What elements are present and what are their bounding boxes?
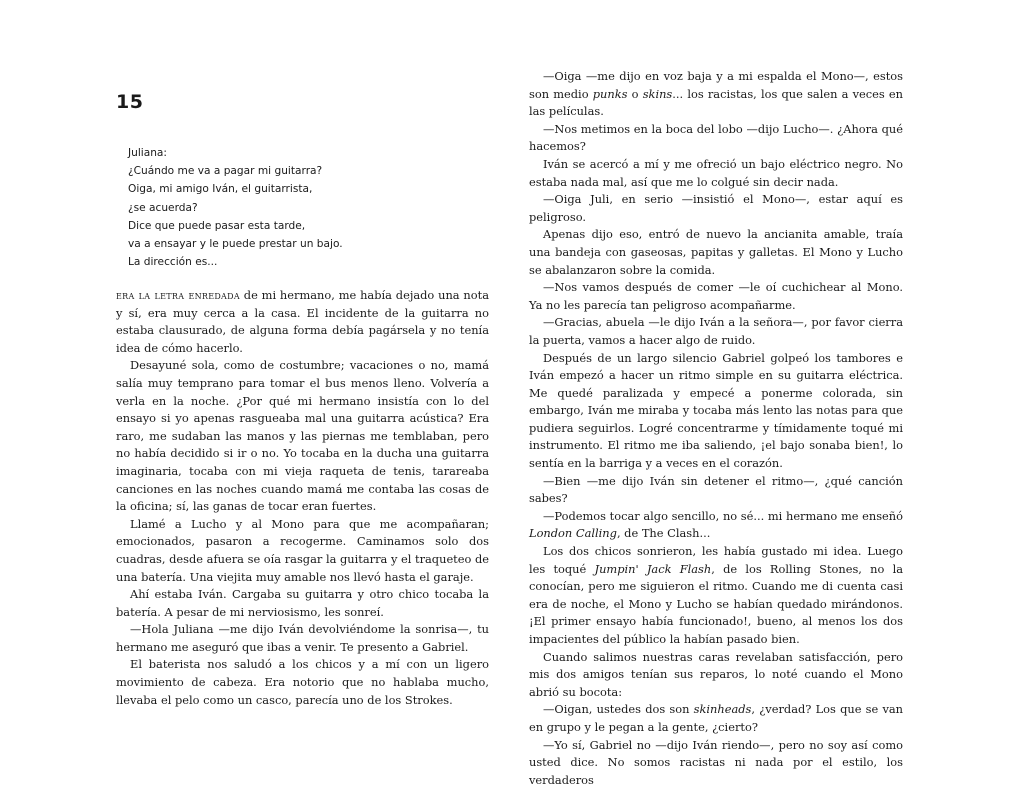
paragraph: Apenas dijo eso, entró de nuevo la ancianita amable, traía una bandeja con gaseosas, papitas y galletas. El Mono y Lucho se abalanzaron sobre la comida. <box>529 227 903 277</box>
note-line: Oiga, mi amigo Iván, el guitarrista, <box>128 183 313 196</box>
handwritten-note <box>128 144 343 271</box>
italic-run: skins <box>642 86 673 101</box>
paragraph: Cuando salimos nuestras caras revelaban satisfacción, pero mis dos amigos tenían sus reparos, lo noté cuando el Mono abrió su bocota: <box>529 649 903 699</box>
text-run: , de los Rolling Stones, no la conocían, pero me siguieron el ritmo. Cuando me di cuenta casi era de noche, el Mono y Lucho se habían quedado mirándonos. ¡El primer ensayo había funcionado!, bueno, al menos los dos impacientes del público la habían pasado bien. <box>529 561 904 646</box>
paragraph <box>529 508 903 543</box>
paragraph: —Gracias, abuela —le dijo Iván a la señora—, por favor cierra la puerta, vamos a hacer algo de ruido. <box>529 315 903 347</box>
note-line: va a ensayar y le puede prestar un bajo. <box>128 238 343 251</box>
opening-smallcaps: era la letra enredada <box>116 288 240 302</box>
note-line: ¿Cuándo me va a pagar mi guitarra? <box>128 165 323 178</box>
text-run: , de The Clash... <box>616 526 711 541</box>
text-run: —Oigan, ustedes dos son <box>543 702 694 717</box>
right-page-body <box>529 68 903 789</box>
paragraph: —Nos metimos en la boca del lobo —dijo Lucho—. ¿Ahora qué hacemos? <box>529 121 903 154</box>
note-line: Dice que puede pasar esta tarde, <box>128 219 306 232</box>
paragraph: El baterista nos saludó a los chicos y a mí con un ligero movimiento de cabeza. Era notorio que no hablaba mucho, llevaba el pelo como un casco, parecía uno de los Strokes. <box>116 657 489 707</box>
paragraph-text: de mi hermano, me había dejado una nota y sí, era muy cerca a la casa. El incidente de la guitarra no estaba clausurado, de alguna forma debía pagársela y no tenía idea de cómo hacerlo. <box>116 288 489 355</box>
paragraph: Después de un largo silencio Gabriel golpeó los tambores e Iván empezó a hacer un ritmo simple en su guitarra eléctrica. Me quedé paralizada y empecé a ponerme colorada, sin embargo, Iván me miraba y tocaba más lento las notas para que pudiera seguirlos. Logré concentrarme y tímidamente toqué mi instrumento. El ritmo me iba saliendo, ¡el bajo sonaba bien!, lo sentía en la barriga y a veces en el corazón. <box>529 350 903 471</box>
note-line: Juliana: <box>128 147 167 159</box>
paragraph: Llamé a Lucho y al Mono para que me acompañaran; emocionados, pasaron a recogerme. Caminamos solo dos cuadras, desde afuera se oía rasgar la guitarra y el traqueteo de una batería. Una viejita muy amable nos llevó hasta el garaje. <box>116 516 490 584</box>
paragraph: Desayuné sola, como de costumbre; vacaciones o no, mamá salía muy temprano para tomar el bus menos lleno. Volvería a verla en la noche. ¿Por qué mi hermano insistía con lo del ensayo si yo apenas rasgueaba mal una guitarra acústica? Era raro, me sudaban las manos y las piernas me temblaban, pero no había decidido si ir o no. Yo tocaba en la ducha una guitarra imaginaria, tocaba con mi vieja raqueta de tenis, tarareaba canciones en las noches cuando mamá me contaba las cosas de la oficina; sí, las ganas de tocar eran fuertes. <box>116 358 489 514</box>
text-run: Los dos chicos sonrieron, les había gustado mi idea. Luego les toqué <box>529 544 903 576</box>
text-run: , ¿verdad? Los que se van en grupo y le pegan a la gente, ¿cierto? <box>529 702 904 734</box>
text-run: ... los racistas, los que salen a veces en las películas. <box>529 86 903 119</box>
chapter-number: 15 <box>116 91 144 113</box>
paragraph <box>529 701 903 736</box>
paragraph: —Yo sí, Gabriel no —dijo Iván riendo—, pero no soy así como usted dice. No somos racistas ni nada por el estilo, los verdaderos <box>529 737 903 787</box>
paragraph: —Oiga Juli, en serio —insistió el Mono—, estar aquí es peligroso. <box>529 192 903 224</box>
text-run: o <box>627 86 643 101</box>
text-run: —Podemos tocar algo sencillo, no sé... mi hermano me enseñó <box>543 508 903 523</box>
paragraph <box>529 543 903 649</box>
italic-run: London Calling <box>529 526 617 541</box>
italic-run: skinheads <box>693 702 752 717</box>
paragraph: —Nos vamos después de comer —le oí cuchichear al Mono. Ya no les parecía tan peligroso acompañarme. <box>529 280 903 312</box>
italic-run: punks <box>592 86 628 101</box>
note-line: La dirección es... <box>128 256 218 269</box>
left-page-body <box>116 287 489 709</box>
note-line: ¿se acuerda? <box>128 201 198 214</box>
paragraph: —Hola Juliana —me dijo Iván devolviéndome la sonrisa—, tu hermano me aseguró que ibas a venir. Te presento a Gabriel. <box>116 622 489 654</box>
paragraph: —Bien —me dijo Iván sin detener el ritmo—, ¿qué canción sabes? <box>529 473 903 506</box>
paragraph <box>529 68 903 121</box>
text-run: —Oiga —me dijo en voz baja y a mi espalda el Mono—, estos son medio <box>529 69 903 101</box>
paragraph <box>116 287 489 357</box>
paragraph: Ahí estaba Iván. Cargaba su guitarra y otro chico tocaba la batería. A pesar de mi nerviosismo, les sonreí. <box>116 587 489 619</box>
paragraph: Iván se acercó a mí y me ofreció un bajo eléctrico negro. No estaba nada mal, así que me lo colgué sin decir nada. <box>529 156 903 189</box>
italic-run: Jumpin' Jack Flash <box>594 561 712 576</box>
